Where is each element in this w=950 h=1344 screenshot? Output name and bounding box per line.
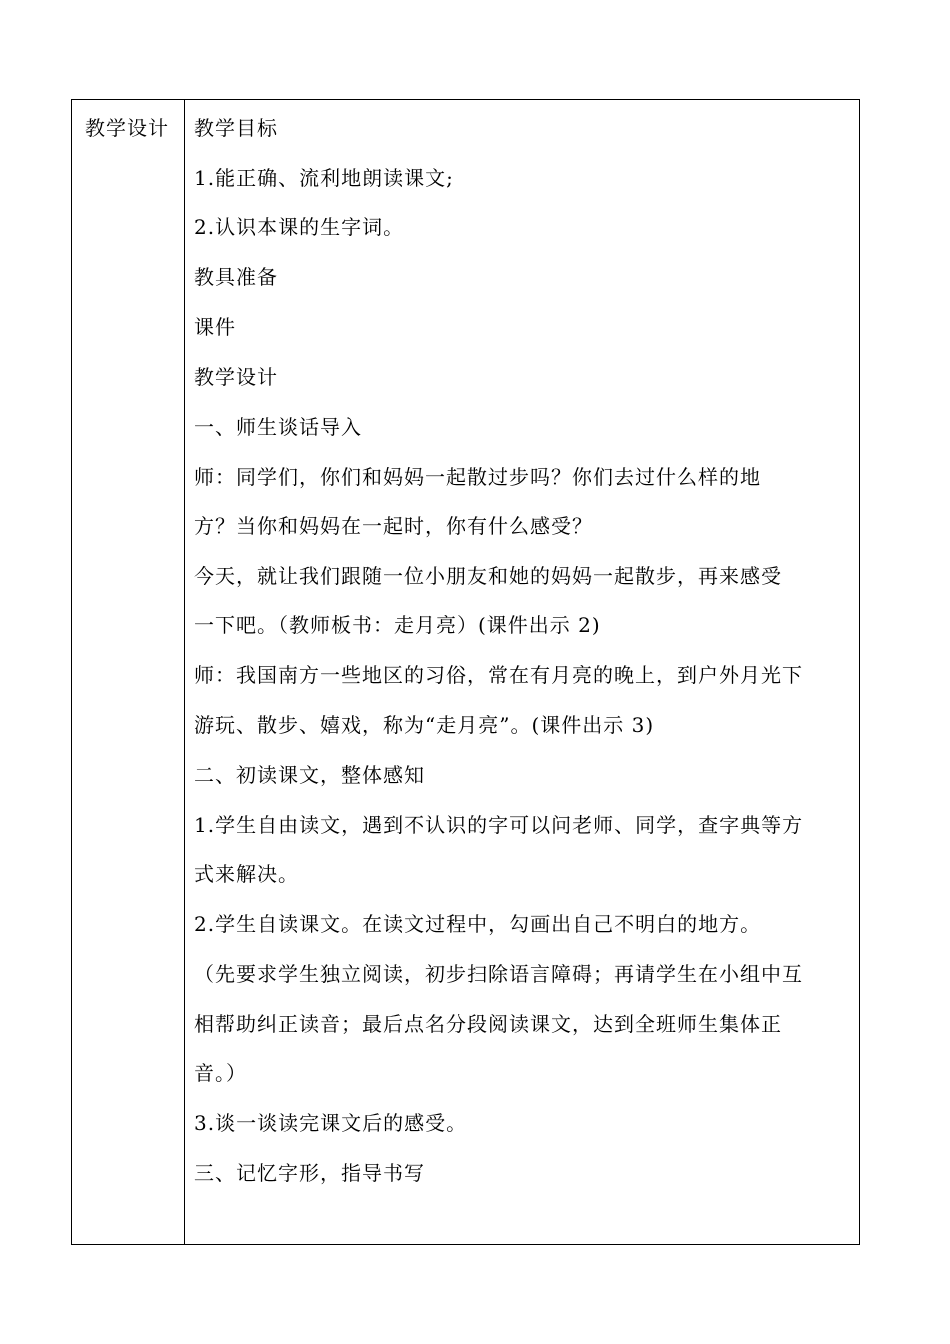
step-1-heading: 一、师生谈话导入 [194, 415, 362, 439]
paragraph-line: 今天，就让我们跟随一位小朋友和她的妈妈一起散步，再来感受 [194, 564, 782, 588]
heading-teaching-design: 教学设计 [194, 365, 278, 389]
heading-teaching-goals: 教学目标 [194, 116, 278, 140]
paragraph-line: 音。） [194, 1061, 247, 1085]
paragraph-line: 相帮助纠正读音；最后点名分段阅读课文，达到全班师生集体正 [194, 1012, 782, 1036]
paragraph-line: 游玩、散步、嬉戏，称为“走月亮”。(课件出示 3) [194, 713, 655, 737]
step-2-heading: 二、初读课文，整体感知 [194, 763, 425, 787]
step-3-heading: 三、记忆字形，指导书写 [194, 1161, 425, 1185]
teaching-aids-text: 课件 [194, 315, 236, 339]
paragraph-line: 3.谈一谈读完课文后的感受。 [194, 1111, 468, 1135]
section-label-cell [72, 100, 185, 1244]
section-label: 教学设计 [85, 116, 169, 140]
paragraph-line: 1.学生自由读文，遇到不认识的字可以问老师、同学，查字典等方 [194, 813, 804, 837]
paragraph-line: 式来解决。 [194, 862, 299, 886]
goal-item-1: 1.能正确、流利地朗读课文; [194, 166, 454, 190]
paragraph-line: 师：我国南方一些地区的习俗，常在有月亮的晚上，到户外月光下 [194, 663, 803, 687]
paragraph-line: 师：同学们，你们和妈妈一起散过步吗？你们去过什么样的地 [194, 465, 761, 489]
heading-teaching-aids: 教具准备 [194, 265, 278, 289]
paragraph-line: 一下吧。（教师板书：走月亮）(课件出示 2) [194, 613, 601, 637]
goal-item-2: 2.认识本课的生字词。 [194, 215, 405, 239]
paragraph-line: （先要求学生独立阅读，初步扫除语言障碍；再请学生在小组中互 [194, 962, 803, 986]
section-content-cell [185, 100, 859, 1244]
paragraph-line: 方？当你和妈妈在一起时，你有什么感受？ [194, 514, 593, 538]
lesson-plan-table [71, 99, 860, 1245]
paragraph-line: 2.学生自读课文。在读文过程中，勾画出自己不明白的地方。 [194, 912, 762, 936]
